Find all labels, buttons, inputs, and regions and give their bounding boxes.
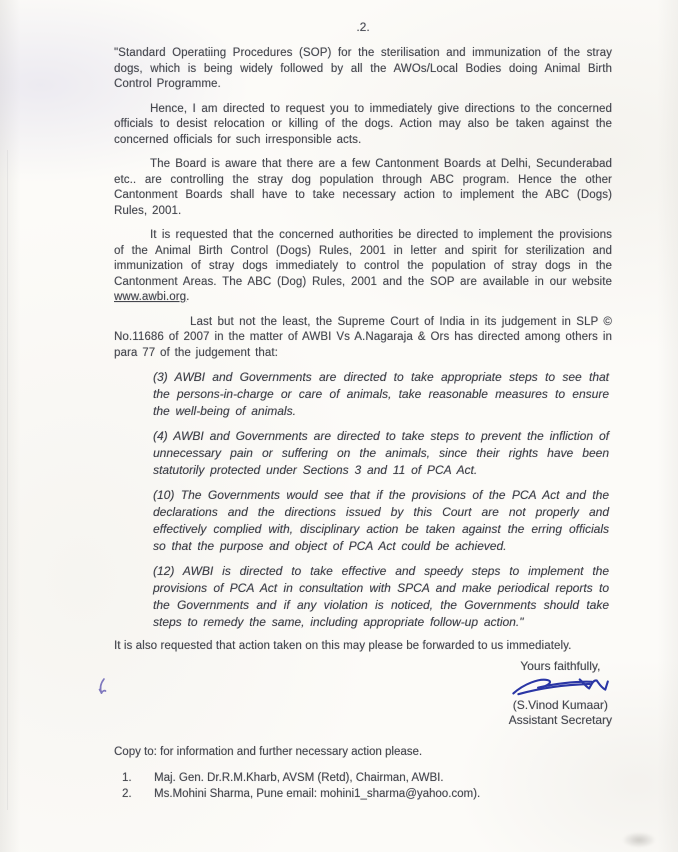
signature-wrap	[509, 674, 612, 698]
paragraph-cantonment-boards: The Board is aware that there are a few Cantonment Boards at Delhi, Secunderabad etc.. are controlling the stray dog population through ABC program. Hence the other Cantonment Boards shall have to take necessary action to implement the ABC (Dogs) Rules, 2001.	[114, 158, 612, 217]
quoted-directive-4: (4) AWBI and Governments are directed to take steps to prevent the infliction of unnecessary pain or suffering on the animals, since their rights have been statutorily protected under Sections 3 and 11 of PCA Act.	[153, 429, 609, 477]
signoff-block	[114, 659, 612, 729]
paragraph-website	[114, 228, 612, 306]
copy-to-list	[114, 770, 612, 802]
scan-smudge	[622, 832, 656, 848]
paragraph-sop: "Standard Operatiing Procedures (SOP) for the sterilisation and immunization of the stray dogs, which is being widely followed by all the AWOs/Local Bodies doing Animal Birth Control Programme.	[114, 47, 612, 90]
signatory-name: (S.Vinod Kumaar)	[512, 697, 608, 712]
paragraph-supreme-court: Last but not the least, the Supreme Court of India in its judgement in SLP © No.11686 of 2007 in the matter of AWBI Vs A.Nagaraja & Ors has directed among others in para 77 of the judgement that:	[114, 315, 612, 359]
copy-item-text: Maj. Gen. Dr.R.M.Kharb, AVSM (Retd), Chairman, AWBI.	[154, 771, 444, 784]
copy-to-block	[114, 745, 612, 802]
signature-ink-icon	[510, 671, 611, 700]
copy-to-item	[114, 786, 612, 802]
valediction: Yours faithfully,	[520, 658, 601, 673]
closing-request-line: It is also requested that action taken on this may please be forwarded to us immediately.	[114, 640, 572, 652]
signoff-inner	[509, 659, 612, 728]
copy-to-label: Copy to: for information and further necessary action please.	[114, 745, 423, 758]
scan-streak	[7, 150, 8, 810]
copy-item-text: Ms.Mohini Sharma, Pune email: mohini1_sharma@yahoo.com).	[154, 787, 481, 800]
paragraph-website-text: It is requested that the concerned authorities be directed to implement the provisions of the Animal Birth Control (Dogs) Rules, 2001 in letter and spirit for sterilization and immunization of stray dogs immediately to control the population of stray dogs in the Cantonment Areas. The ABC (Dog) Rules, 2001 and the SOP are available in our website	[114, 229, 612, 288]
paragraph-website-period: .	[186, 291, 190, 303]
copy-item-number: 1.	[122, 771, 132, 784]
copy-item-number: 2.	[122, 787, 132, 800]
quoted-directive-12: (12) AWBI is directed to take effective and speedy steps to implement the provisions of PCA Act in consultation with SPCA and make periodical reports to the Governments and if any violation is noticed, the Governments should take steps to remedy the same, including appropriate follow-up action."	[153, 564, 609, 629]
paragraph-directions: Hence, I am directed to request you to immediately give directions to the concerned officials to desist relocation or killing of the dogs. Action may also be taken against the concerned officials for such irresponsible acts.	[114, 102, 612, 146]
copy-to-item	[114, 770, 612, 786]
page-number: .2.	[356, 20, 370, 34]
letter-content	[114, 0, 612, 802]
signatory-title: Assistant Secretary	[508, 712, 612, 727]
quoted-directive-3: (3) AWBI and Governments are directed to take appropriate steps to see that the persons-in-charge or care of animals, take reasonable measures to ensure the well-being of animals.	[153, 370, 609, 418]
pen-mark-icon	[96, 676, 108, 700]
quoted-directive-10: (10) The Governments would see that if the provisions of the PCA Act and the declarations and the directions issued by this Court are not properly and effectively complied with, disciplinary action be taken against the erring officials so that the purpose and object of PCA Act could be achieved.	[153, 488, 609, 553]
website-link: www.awbi.org	[114, 291, 187, 303]
